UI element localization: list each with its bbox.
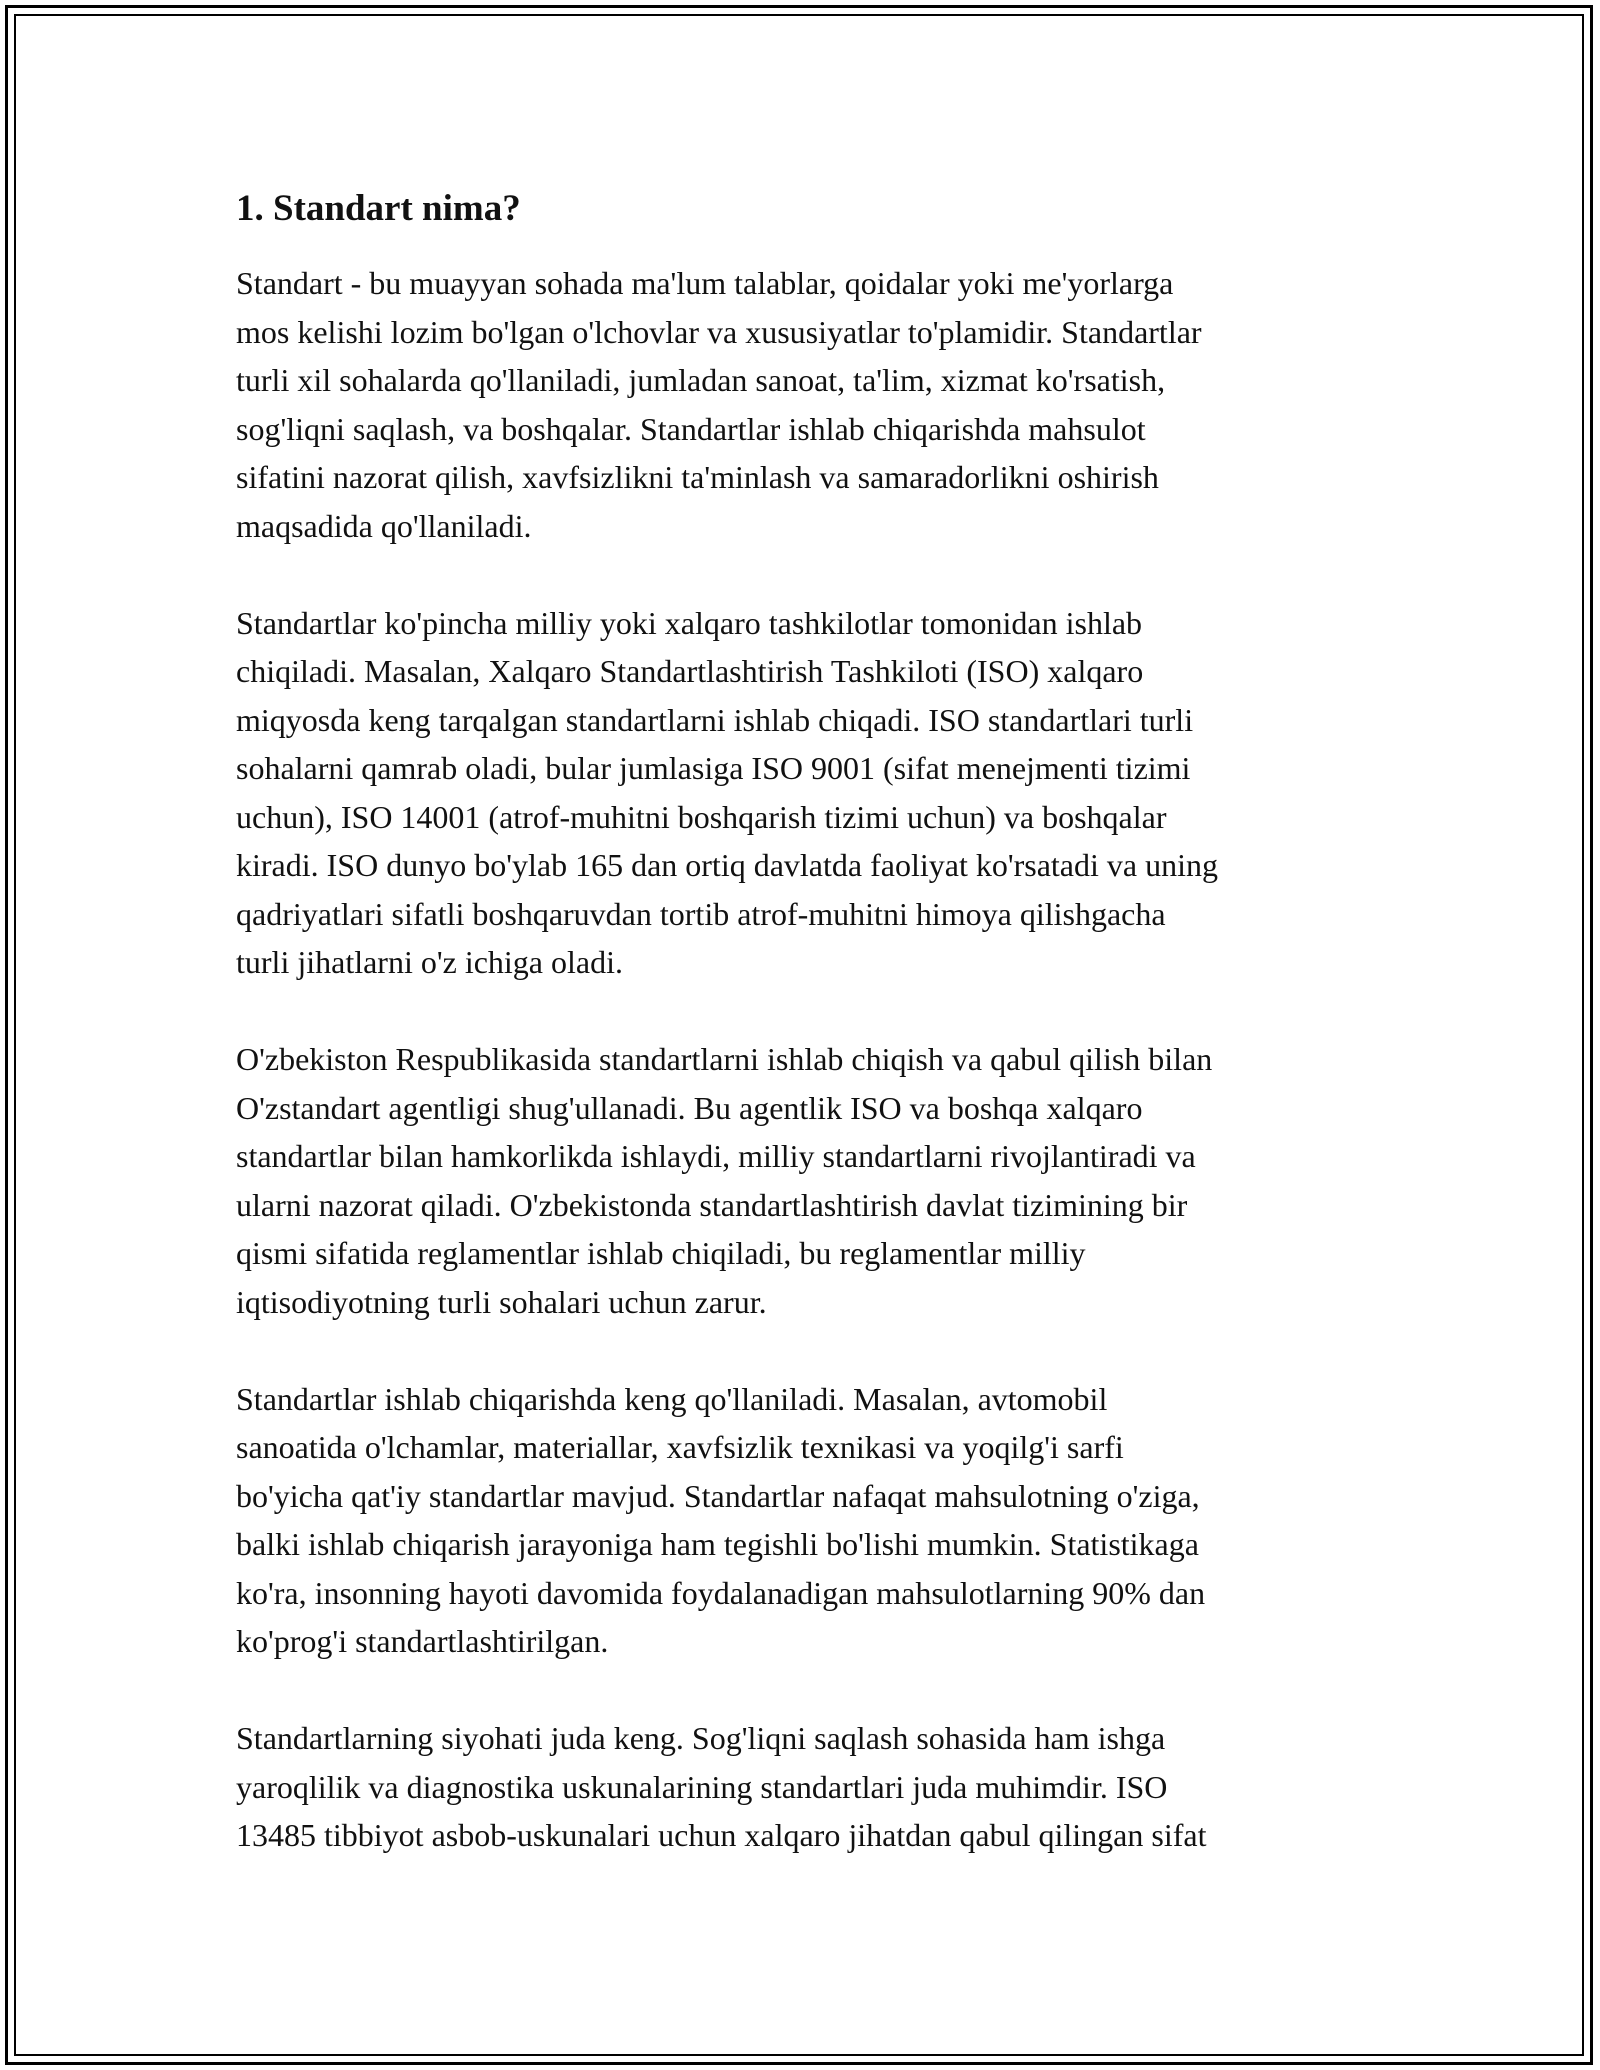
text-line: sifatini nazorat qilish, xavfsizlikni ta'minlash va samaradorlikni oshirish (236, 459, 1159, 495)
text-line: qismi sifatida reglamentlar ishlab chiqiladi, bu reglamentlar milliy (236, 1235, 1086, 1271)
document-title: 1. Standart nima? (236, 188, 521, 229)
paragraph-1 (236, 259, 1376, 550)
text-line: sohalarni qamrab oladi, bular jumlasiga ISO 9001 (sifat menejmenti tizimi (236, 750, 1191, 786)
text-line: qadriyatlari sifatli boshqaruvdan tortib atrof-muhitni himoya qilishgacha (236, 895, 1166, 932)
text-line: kiradi. ISO dunyo bo'ylab 165 dan ortiq davlatda faoliyat ko'rsatadi va uning (236, 847, 1218, 883)
text-line: O'zbekiston Respublikasida standartlarni ishlab chiqish va qabul qilish bilan (236, 1041, 1213, 1077)
text-line: Standartlar ko'pincha milliy yoki xalqaro tashkilotlar tomonidan ishlab (236, 604, 1143, 641)
text-line: turli xil sohalarda qo'llaniladi, jumladan sanoat, ta'lim, xizmat ko'rsatish, (236, 362, 1166, 398)
text-line: ko'prog'i standartlashtirilgan. (236, 1623, 609, 1659)
text-line: Standartlarning siyohati juda keng. Sog'liqni saqlash sohasida ham ishga (236, 1720, 1166, 1756)
paragraph-5 (236, 1714, 1376, 1860)
text-line: chiqiladi. Masalan, Xalqaro Standartlashtirish Tashkiloti (ISO) xalqaro (236, 653, 1144, 689)
text-line: miqyosda keng tarqalgan standartlarni ishlab chiqadi. ISO standartlari turli (236, 701, 1194, 738)
text-line: mos kelishi lozim bo'lgan o'lchovlar va xususiyatlar to'plamidir. Standartlar (236, 313, 1202, 350)
text-line: sanoatida o'lchamlar, materiallar, xavfsizlik texnikasi va yoqilg'i sarfi (236, 1429, 1124, 1465)
text-line: O'zstandart agentligi shug'ullanadi. Bu agentlik ISO va boshqa xalqaro (236, 1089, 1143, 1126)
text-line: standartlar bilan hamkorlikda ishlaydi, milliy standartlarni rivojlantiradi va (236, 1138, 1196, 1174)
text-line: balki ishlab chiqarish jarayoniga ham tegishli bo'lishi mumkin. Statistikaga (236, 1526, 1199, 1562)
text-line: 13485 tibbiyot asbob-uskunalari uchun xalqaro jihatdan qabul qilingan sifat (236, 1817, 1207, 1853)
text-line: sog'liqni saqlash, va boshqalar. Standartlar ishlab chiqarishda mahsulot (236, 410, 1146, 447)
paragraph-2 (236, 599, 1376, 987)
text-line: turli jihatlarni o'z ichiga oladi. (236, 944, 623, 980)
paragraph-4 (236, 1375, 1376, 1666)
text-line: yaroqlilik va diagnostika uskunalarining standartlari juda muhimdir. ISO (236, 1768, 1168, 1805)
text-line: maqsadida qo'llaniladi. (236, 507, 532, 544)
document-body (236, 185, 1376, 1908)
text-line: Standartlar ishlab chiqarishda keng qo'llaniladi. Masalan, avtomobil (236, 1380, 1108, 1417)
text-line: bo'yicha qat'iy standartlar mavjud. Standartlar nafaqat mahsulotning o'ziga, (236, 1477, 1200, 1514)
paragraph-3 (236, 1035, 1376, 1326)
text-line: ularni nazorat qiladi. O'zbekistonda standartlashtirish davlat tizimining bir (236, 1186, 1188, 1223)
text-line: Standart - bu muayyan sohada ma'lum talablar, qoidalar yoki me'yorlarga (236, 265, 1174, 301)
text-line: iqtisodiyotning turli sohalari uchun zarur. (236, 1283, 767, 1320)
text-line: ko'ra, insonning hayoti davomida foydalanadigan mahsulotlarning 90% dan (236, 1574, 1206, 1611)
text-line: uchun), ISO 14001 (atrof-muhitni boshqarish tizimi uchun) va boshqalar (236, 798, 1167, 835)
